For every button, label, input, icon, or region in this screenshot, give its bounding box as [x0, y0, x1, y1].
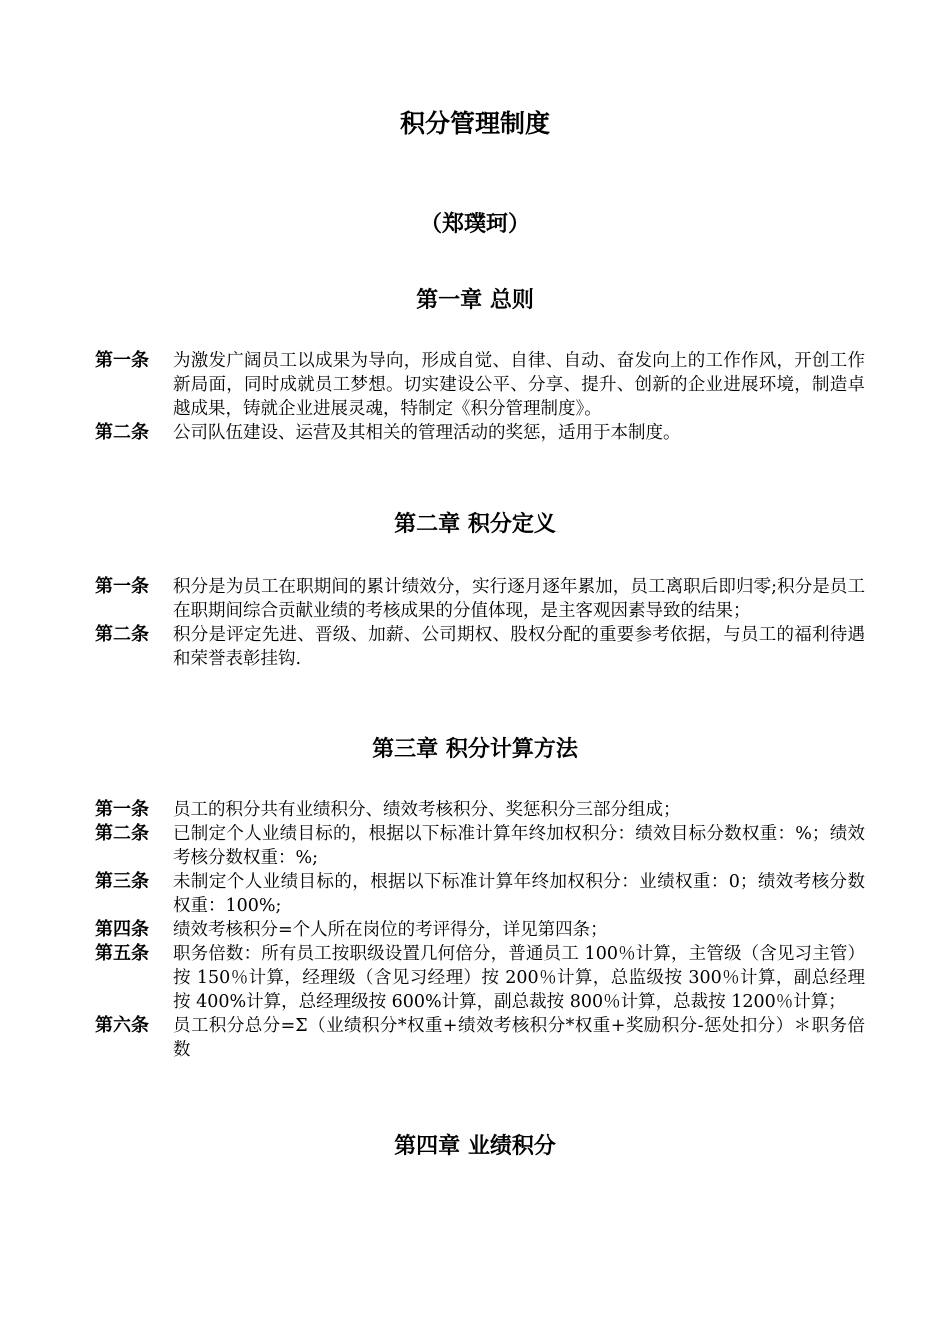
article-text: 员工的积分共有业绩积分、绩效考核积分、奖惩积分三部分组成； — [173, 800, 681, 820]
article-label: 第六条 — [95, 1015, 149, 1036]
article-label: 第五条 — [95, 943, 149, 964]
article-text: 积分是为员工在职期间的累计绩效分，实行逐月逐年累加，员工离职后即归零;积分是员工在职期间综合贡献业绩的考核成果的分值体现，是主客观因素导致的结果； — [173, 577, 865, 621]
article-text: 未制定个人业绩目标的，根据以下标准计算年终加权积分：业绩权重：0；绩效考核分数权重：100%; — [173, 872, 865, 916]
article — [95, 575, 865, 623]
article-text: 已制定个人业绩目标的，根据以下标准计算年终加权积分：绩效目标分数权重：%；绩效考核分数权重：%; — [173, 824, 865, 868]
document-title: 积分管理制度 — [399, 109, 550, 138]
chapter-heading-1: 第一章 总则 — [416, 287, 534, 313]
article-label: 第三条 — [95, 871, 149, 892]
article-text: 公司队伍建设、运营及其相关的管理活动的奖惩，适用于本制度。 — [173, 423, 681, 443]
article — [95, 822, 865, 870]
chapter-heading-3: 第三章 积分计算方法 — [372, 736, 578, 762]
article-label: 第四条 — [95, 919, 149, 940]
article — [95, 421, 865, 445]
document-author: （郑璞珂） — [419, 211, 530, 237]
article — [95, 918, 865, 942]
article-text: 为激发广阔员工以成果为导向，形成自觉、自律、自动、奋发向上的工作作风，开创工作新局面，同时成就员工梦想。切实建设公平、分享、提升、创新的企业进展环境，制造卓越成果，铸就企业进展灵魂，特制定《积分管理制度》。 — [173, 351, 865, 419]
article-label: 第二条 — [95, 823, 149, 844]
article-text: 职务倍数：所有员工按职级设置几何倍分，普通员工 100％计算，主管级（含见习主管）按 150％计算，经理级（含见习经理）按 200％计算，总监级按 300％计算，副总经理按 400%计算，总经理级按 600%计算，副总裁按 800％计算，总裁按 1200％计算； — [173, 944, 865, 1012]
article-text: 员工积分总分=Σ（业绩积分*权重+绩效考核积分*权重+奖励积分-惩处扣分）＊职务倍数 — [173, 1016, 865, 1060]
chapter-1-articles — [95, 349, 865, 445]
article-text: 积分是评定先进、晋级、加薪、公司期权、股权分配的重要参考依据，与员工的福利待遇和荣誉表彰挂钩. — [173, 625, 865, 669]
article-text: 绩效考核积分=个人所在岗位的考评得分，详见第四条； — [173, 920, 608, 940]
chapter-2-articles — [95, 575, 865, 671]
chapter-heading-4: 第四章 业绩积分 — [394, 1133, 556, 1159]
article-label: 第一条 — [95, 576, 149, 597]
article — [95, 942, 865, 1014]
article — [95, 798, 865, 822]
chapter-heading-2: 第二章 积分定义 — [394, 511, 556, 537]
article-label: 第一条 — [95, 799, 149, 820]
article-label: 第二条 — [95, 422, 149, 443]
chapter-3-articles — [95, 798, 865, 1062]
article-label: 第二条 — [95, 624, 149, 645]
article — [95, 349, 865, 421]
article-label: 第一条 — [95, 350, 149, 371]
article — [95, 1014, 865, 1062]
article — [95, 623, 865, 671]
article — [95, 870, 865, 918]
